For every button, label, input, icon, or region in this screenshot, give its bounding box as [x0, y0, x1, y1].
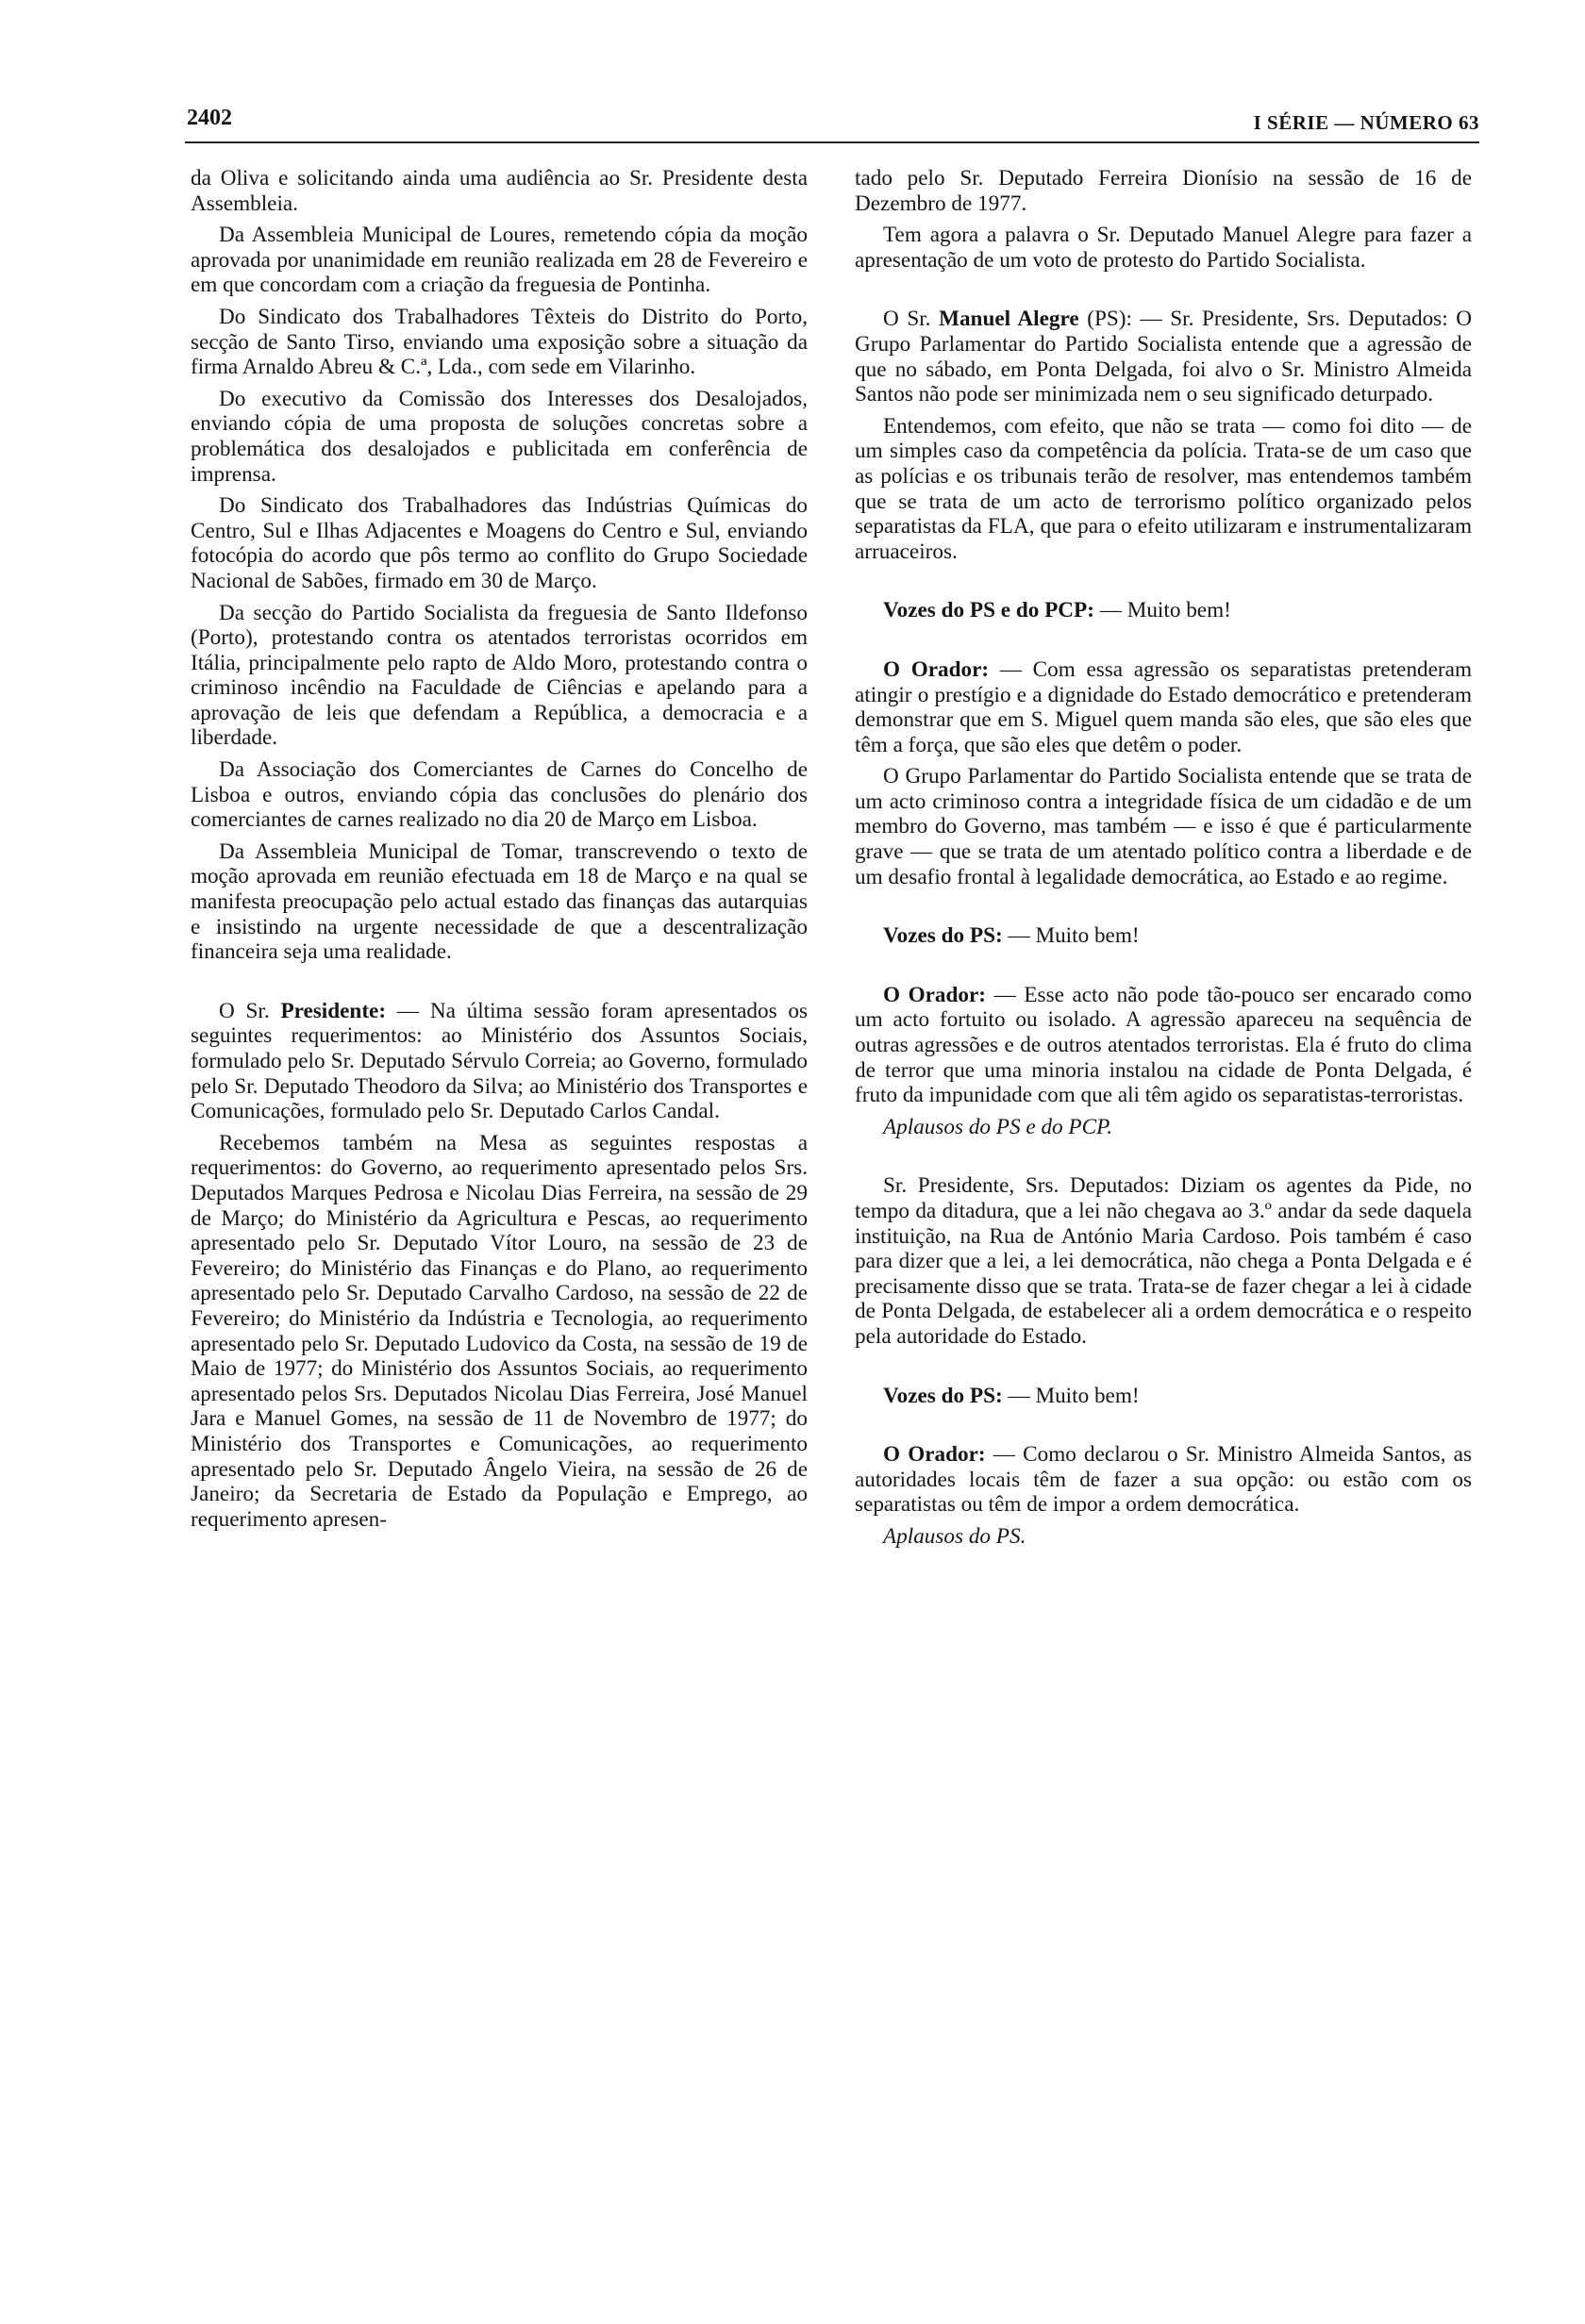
paragraph: O Grupo Parlamentar do Partido Socialista entende que se trata de um acto criminoso contra a integridade física de um cidadão e de um membro do Governo, mas também — e isso é que é particularmente grave — que se trata de um atentado político contra a liberdade e de um desafio frontal à legalidade democrática, ao Estado e ao regime.	[855, 764, 1472, 889]
speaker-name: Vozes do PS:	[883, 923, 1003, 949]
paragraph: Recebemos também na Mesa as seguintes respostas a requerimentos: do Governo, ao requerimento apresentado pelos Srs. Deputados Marques Pedrosa e Nicolau Dias Ferreira, na sessão de 29 de Março; do Ministério da Agricultura e Pescas, ao requerimento apresentado pelo Sr. Deputado Vítor Louro, na sessão de 23 de Fevereiro; do Ministério das Finanças e do Plano, ao requerimento apresentado pelo Sr. Deputado Carvalho Cardoso, na sessão de 22 de Fevereiro; do Ministério da Indústria e Tecnologia, ao requerimento apresentado pelo Sr. Deputado Ludovico da Costa, na sessão de 19 de Maio de 1977; do Ministério dos Assuntos Sociais, ao requerimento apresentado pelos Srs. Deputados Nicolau Dias Ferreira, José Manuel Jara e Manuel Gomes, na sessão de 11 de Novembro de 1977; do Ministério dos Transportes e Comunicações, ao requerimento apresentado pelo Sr. Deputado Ângelo Vieira, na sessão de 26 de Janeiro; da Secretaria de Estado da População e Emprego, ao requerimento apresen-	[191, 1130, 808, 1532]
paragraph: tado pelo Sr. Deputado Ferreira Dionísio na sessão de 16 de Dezembro de 1977.	[855, 166, 1472, 216]
speech-paragraph	[855, 983, 1472, 1108]
paragraph: Da Assembleia Municipal de Loures, remetendo cópia da moção aprovada por unanimidade em reunião realizada em 28 de Fevereiro e em que concordam com a criação da freguesia de Pontinha.	[191, 223, 808, 298]
speech-text: — Na última sessão foram apresentados os seguintes requerimentos: ao Ministério dos Assuntos Sociais, formulado pelo Sr. Deputado Sérvulo Correia; ao Governo, formulado pelo Sr. Deputado Theodoro da Silva; ao Ministério dos Transportes e Comunicações, formulado pelo Sr. Deputado Carlos Candal.	[191, 998, 808, 1124]
paragraph: Do Sindicato dos Trabalhadores Têxteis do Distrito do Porto, secção de Santo Tirso, enviando uma exposição sobre a situação da firma Arnaldo Abreu & C.ª, Lda., com sede em Vilarinho.	[191, 304, 808, 380]
paragraph: Tem agora a palavra o Sr. Deputado Manuel Alegre para fazer a apresentação de um voto de protesto do Partido Socialista.	[855, 223, 1472, 273]
speaker-name: O Orador:	[883, 656, 990, 682]
interjection	[855, 923, 1472, 949]
left-column	[191, 166, 808, 1538]
speaker-name: Vozes do PS e do PCP:	[883, 598, 1094, 623]
speaker-name: O Orador:	[883, 1442, 986, 1468]
speaker-name: Vozes do PS:	[883, 1383, 1003, 1408]
paragraph: da Oliva e solicitando ainda uma audiência ao Sr. Presidente desta Assembleia.	[191, 166, 808, 216]
paragraph: Entendemos, com efeito, que não se trata — como foi dito — de um simples caso da competência da polícia. Trata-se de um caso que as polícias e os tribunais terão de resolver, mas entendemos também que se trata de um acto de terrorismo político organizado pelos separatistas da FLA, que para o efeito utilizaram e instrumentalizaram arruaceiros.	[855, 413, 1472, 564]
speaker-name: O Orador:	[883, 982, 987, 1007]
speech-text: — Com essa agressão os separatistas pretenderam atingir o prestígio e a dignidade do Estado democrático e pretenderam demonstrar que em S. Miguel quem manda são eles, que são eles que têm a força, que são eles que detêm o poder.	[855, 656, 1472, 757]
page-number: 2402	[187, 106, 232, 130]
applause-note: Aplausos do PS e do PCP.	[883, 1114, 1113, 1139]
speaker-name: Manuel Alegre	[939, 307, 1079, 332]
speech-text: (PS): — Sr. Presidente, Srs. Deputados: O Grupo Parlamentar do Partido Socialista entende que a agressão de que no sábado, em Ponta Delgada, foi alvo o Sr. Ministro Almeida Santos não pode ser minimizada nem o seu significado deturpado.	[855, 307, 1472, 407]
speech-paragraph	[855, 657, 1472, 757]
speaker-name: Presidente:	[280, 998, 387, 1023]
speech-text: — Como declarou o Sr. Ministro Almeida Santos, as autoridades locais têm de fazer a sua opção: ou estão com os separatistas ou têm de impor a ordem democrática.	[855, 1442, 1472, 1518]
paragraph: Sr. Presidente, Srs. Deputados: Diziam os agentes da Pide, no tempo da ditadura, que a lei não chegava ao 3.º andar da sede daquela instituição, na Rua de António Maria Cardoso. Pois também é caso para dizer que a lei, a lei democrática, não chega a Ponta Delgada e é precisamente disso que se trata. Trata-se de fazer chegar a lei à cidade de Ponta Delgada, de estabelecer ali a ordem democrática e o respeito pela autoridade do Estado.	[855, 1173, 1472, 1349]
speech-text: — Esse acto não pode tão-pouco ser encarado como um acto fortuito ou isolado. A agressão apareceu na sequência de outras agressões e de outros atentados terroristas. Ela é fruto do clima de terror que uma minoria instalou na cidade de Ponta Delgada, é fruto da impunidade com que ali têm agido os separatistas-terroristas.	[855, 982, 1472, 1108]
speech-text: — Muito bem!	[1002, 1383, 1140, 1408]
interjection	[855, 598, 1472, 623]
header-rule	[185, 141, 1479, 143]
speech-paragraph	[855, 307, 1472, 407]
speech-paragraph	[191, 999, 808, 1124]
right-column	[855, 166, 1472, 1556]
paragraph: Do executivo da Comissão dos Interesses dos Desalojados, enviando cópia de uma proposta de soluções concretas sobre a problemática dos desalojados e publicitada em conferência de imprensa.	[191, 386, 808, 487]
paragraph: Da Assembleia Municipal de Tomar, transcrevendo o texto de moção aprovada em reunião efectuada em 18 de Março e na qual se manifesta preocupação pelo actual estado das finanças das autarquias e insistindo na urgente necessidade de que a descentralização financeira seja uma realidade.	[191, 838, 808, 965]
speech-prefix: O Sr.	[883, 307, 940, 332]
series-number: I SÉRIE — NÚMERO 63	[1253, 111, 1479, 134]
speech-text: — Muito bem!	[1093, 598, 1231, 623]
speech-paragraph	[855, 1442, 1472, 1518]
paragraph: Do Sindicato dos Trabalhadores das Indústrias Químicas do Centro, Sul e Ilhas Adjacentes e Moagens do Centro e Sul, enviando fotocópia do acordo que pôs termo ao conflito do Grupo Sociedade Nacional de Sabões, firmado em 30 de Março.	[191, 493, 808, 593]
paragraph: Da secção do Partido Socialista da freguesia de Santo Ildefonso (Porto), protestando contra os atentados terroristas ocorridos em Itália, principalmente pelo rapto de Aldo Moro, protestando contra o criminoso incêndio na Faculdade de Ciências e apelando para a aprovação de leis que defendam a República, a democracia e a liberdade.	[191, 600, 808, 751]
applause-note: Aplausos do PS.	[883, 1523, 1026, 1549]
speech-text: — Muito bem!	[1002, 923, 1140, 949]
page-header	[185, 106, 1479, 140]
interjection	[855, 1384, 1472, 1409]
speech-prefix: O Sr.	[219, 998, 281, 1023]
paragraph: Da Associação dos Comerciantes de Carnes do Concelho de Lisboa e outros, enviando cópia das conclusões do plenário dos comerciantes de carnes realizado no dia 20 de Março em Lisboa.	[191, 757, 808, 833]
